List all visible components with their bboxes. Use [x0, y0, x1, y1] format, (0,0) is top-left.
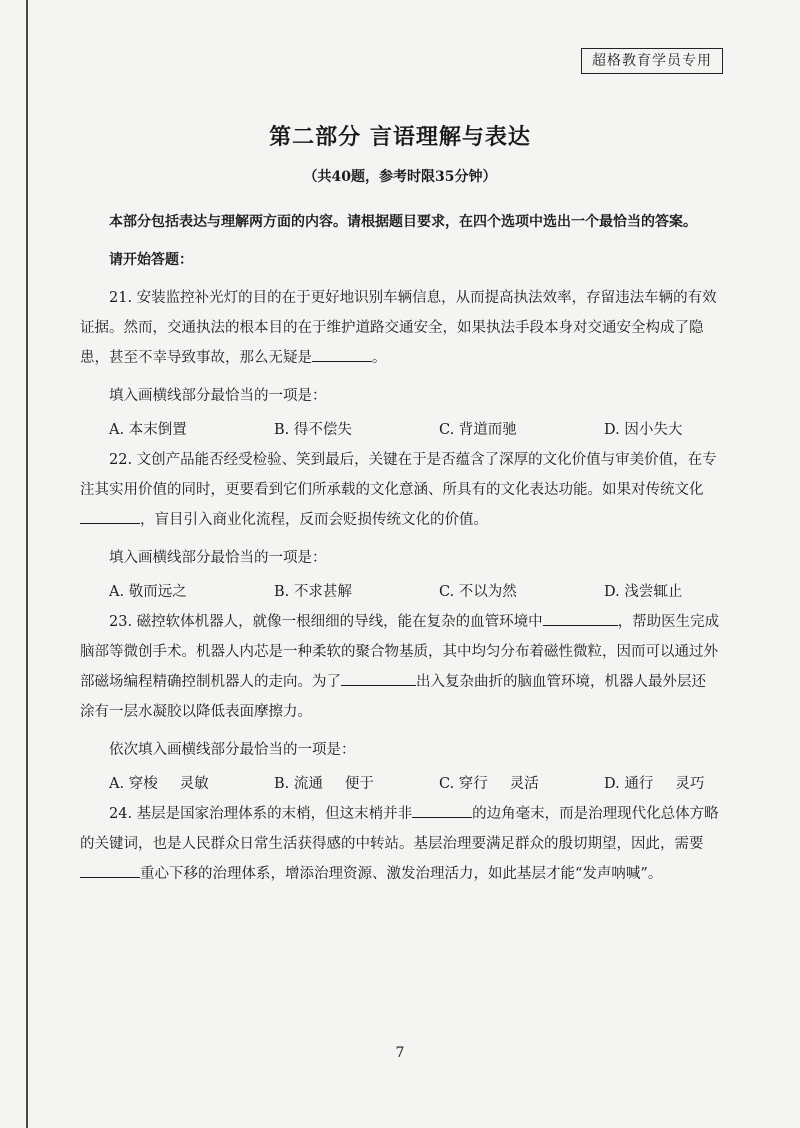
- student-only-stamp: 超格教育学员专用: [581, 48, 723, 74]
- options-23: [80, 769, 720, 799]
- option-d: D. 浅尝辄止: [604, 584, 683, 600]
- question-23: 23. 磁控软体机器人，就像一根细细的导线，能在复杂的血管环境中 ，帮助医生完成脑部等微创手术。机器人内芯是一种柔软的聚合物基质，其中均匀分布着磁性微粒，因而可以通过外部磁场编程精确控制机器人的走向。为了 出入复杂曲折的脑血管环境，机器人最外层还涂有一层水凝胶以降低表面摩擦力。: [80, 607, 720, 727]
- answer-blank: [412, 803, 472, 818]
- answer-blank: [312, 347, 372, 362]
- option-d: D. 通行 灵巧: [604, 776, 705, 792]
- page-number: 7: [395, 1045, 405, 1061]
- question-prompt: 填入画横线部分最恰当的一项是：: [109, 388, 327, 404]
- start-label: 请开始答题：: [109, 252, 193, 268]
- option-a: A. 敬而远之: [109, 584, 187, 600]
- option-a: A. 本末倒置: [109, 422, 187, 438]
- answer-blank: [341, 671, 416, 686]
- question-prompt: 填入画横线部分最恰当的一项是：: [109, 550, 327, 566]
- exam-content: [80, 207, 720, 889]
- option-b: B. 不求甚解: [274, 584, 352, 600]
- answer-blank: [80, 863, 140, 878]
- option-b: B. 流通 便于: [274, 776, 374, 792]
- option-c: C. 背道而驰: [439, 422, 517, 438]
- option-d: D. 因小失大: [604, 422, 683, 438]
- options-21: [80, 415, 720, 445]
- question-21: 21. 安装监控补光灯的目的在于更好地识别车辆信息，从而提高执法效率，存留违法车辆的有效证据。然而，交通执法的根本目的在于维护道路交通安全，如果执法手段本身对交通安全构成了隐患，甚至不幸导致事故，那么无疑是 。: [80, 290, 717, 366]
- options-22: [80, 577, 720, 607]
- answer-blank: [80, 509, 140, 524]
- section-subtitle: （共40题，参考时限35分钟）: [303, 169, 497, 185]
- question-prompt: 依次填入画横线部分最恰当的一项是：: [109, 742, 356, 758]
- option-b: B. 得不偿失: [274, 422, 352, 438]
- section-title: 第二部分 言语理解与表达: [269, 125, 531, 150]
- option-a: A. 穿梭 灵敏: [109, 776, 209, 792]
- question-22: 22. 文创产品能否经受检验、笑到最后，关键在于是否蕴含了深厚的文化价值与审美价值，在专注其实用价值的同时，更要看到它们所承载的文化意涵、所具有的文化表达功能。如果对传统文化，盲目引入商业化流程，反而会贬损传统文化的价值。: [80, 452, 717, 528]
- option-c: C. 不以为然: [439, 584, 517, 600]
- option-c: C. 穿行 灵活: [439, 776, 539, 792]
- question-24: 24. 基层是国家治理体系的末梢，但这末梢并非 的边角毫末，而是治理现代化总体方略的关键词，也是人民群众日常生活获得感的中转站。基层治理要满足群众的殷切期望，因此，需要重心下移的治理体系，增添治理资源、激发治理活力，如此基层才能“发声呐喊”。: [80, 799, 720, 889]
- instructions: 本部分包括表达与理解两方面的内容。请根据题目要求，在四个选项中选出一个最恰当的答案。: [109, 214, 697, 230]
- answer-blank: [543, 611, 618, 626]
